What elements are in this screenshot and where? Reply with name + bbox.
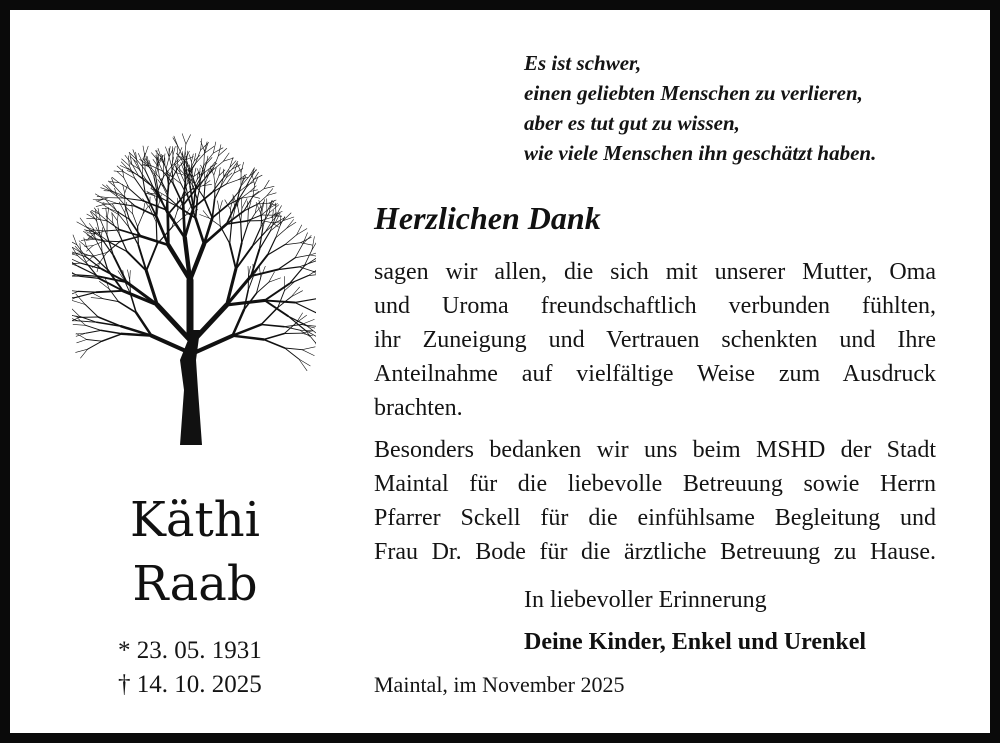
birth-date: * 23. 05. 1931 (118, 637, 262, 664)
paragraph-line: ihr Zuneigung und Vertrauen schenkten und Ihre (374, 327, 936, 353)
closing-phrase: In liebevoller Erinnerung (524, 587, 767, 613)
death-date: † 14. 10. 2025 (118, 671, 262, 698)
thanks-paragraph (374, 255, 936, 425)
quote (524, 48, 954, 168)
paragraph-line: und Uroma freundschaftlich verbunden fühlten, (374, 293, 936, 319)
quote-line: wie viele Menschen ihn geschätzt haben. (524, 141, 877, 165)
paragraph-line: Pfarrer Sckell für die einfühlsame Begleitung und (374, 505, 936, 531)
special-thanks-paragraph (374, 433, 936, 569)
paragraph-line: Besonders bedanken wir uns beim MSHD der Stadt (374, 437, 936, 463)
thanks-heading: Herzlichen Dank (374, 200, 601, 236)
place-and-date: Maintal, im November 2025 (374, 672, 625, 697)
paragraph-line: Maintal für die liebevolle Betreuung sowie Herrn (374, 471, 936, 497)
deceased-last-name: Raab (132, 556, 258, 612)
paragraph-line: Anteilnahme auf vielfältige Weise zum Ausdruck (374, 361, 936, 387)
bare-tree-icon (72, 90, 316, 445)
paragraph-line: Frau Dr. Bode für die ärztliche Betreuung zu Hause. (374, 539, 936, 565)
quote-line: einen geliebten Menschen zu verlieren, (524, 81, 863, 105)
paragraph-line: brachten. (374, 395, 463, 421)
deceased-first-name: Käthi (129, 492, 261, 548)
family-signature: Deine Kinder, Enkel und Urenkel (524, 629, 867, 655)
quote-line: Es ist schwer, (524, 51, 642, 75)
quote-line: aber es tut gut zu wissen, (524, 111, 740, 135)
paragraph-line: sagen wir allen, die sich mit unserer Mutter, Oma (374, 259, 936, 285)
